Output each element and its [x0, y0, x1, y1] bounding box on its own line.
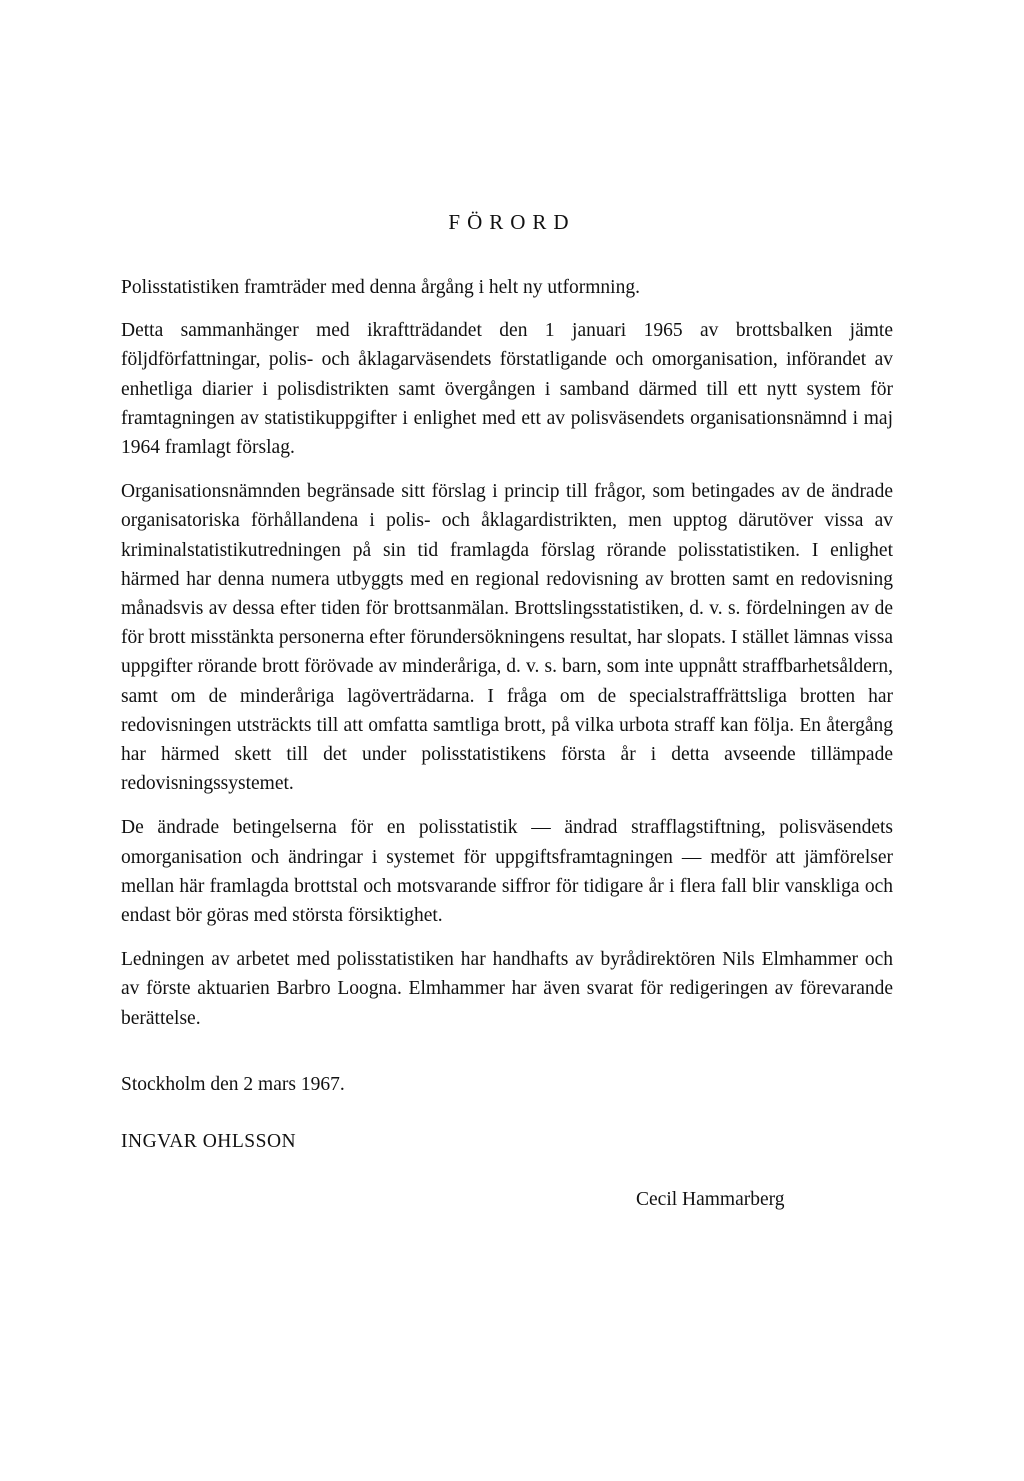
- paragraph-background: Detta sammanhänger med ikraftträdandet den 1 januari 1965 av brottsbalken jämte följdförfattningar, polis- och åklagarväsendets förstatligande och omorganisation, införandet av enhetliga diarier i polisdistrikten samt övergången i samband därmed till ett nytt system för framtagningen av statistikuppgifter i enlighet med ett av polisväsendets organisationsnämnd i maj 1964 framlagt förslag.: [121, 320, 893, 459]
- paragraph-leadership: Ledningen av arbetet med polisstatistiken har handhafts av byrådirektören Nils Elmhammer och av förste aktuarien Barbro Loogna. Elmhammer har även svarat för redigeringen av förevarande berättelse.: [121, 949, 893, 1029]
- page-title: FÖRORD: [448, 210, 576, 234]
- place-date: Stockholm den 2 mars 1967.: [121, 1074, 345, 1095]
- signatory-left: INGVAR OHLSSON: [121, 1131, 297, 1152]
- body-text: [121, 273, 893, 1048]
- signatory-right: Cecil Hammarberg: [636, 1189, 785, 1210]
- paragraph-organisation: Organisationsnämnden begränsade sitt förslag i princip till frågor, som betingades av de ändrade organisatoriska förhållandena i polis- och åklagardistrikten, men upptog därutöver vissa av kriminalstatistikutredningen på sin tid framlagda förslag rörande polisstatistiken. I enlighet härmed har denna numera utbyggts med en regional redovisning av brotten samt en redovisning månadsvis av dessa efter tiden för brottsanmälan. Brottslingsstatistiken, d. v. s. fördelningen av de för brott misstänkta personerna efter förundersökningens resultat, har slopats. I stället lämnas vissa uppgifter rörande brott förövade av minderåriga, d. v. s. barn, som inte uppnått straffbarhetsåldern, samt om de minderåriga lagöverträdarna. I fråga om de specialstraffrättsliga brotten har redovisningen utsträckts till att omfatta samtliga brott, på vilka urbota straff kan följa. En återgång har härmed skett till det under polisstatistikens första år i detta avseende tillämpade redovisningssystemet.: [121, 481, 893, 795]
- paragraph-conditions: De ändrade betingelserna för en polisstatistik — ändrad strafflagstiftning, polisväsendets omorganisation och ändringar i systemet för uppgiftsframtagningen — medför att jämförelser mellan här framlagda brottstal och motsvarande siffror för tidigare år i flera fall blir vanskliga och endast bör göras med största försiktighet.: [121, 817, 893, 927]
- paragraph-intro: Polisstatistiken framträder med denna årgång i helt ny utformning.: [121, 277, 640, 298]
